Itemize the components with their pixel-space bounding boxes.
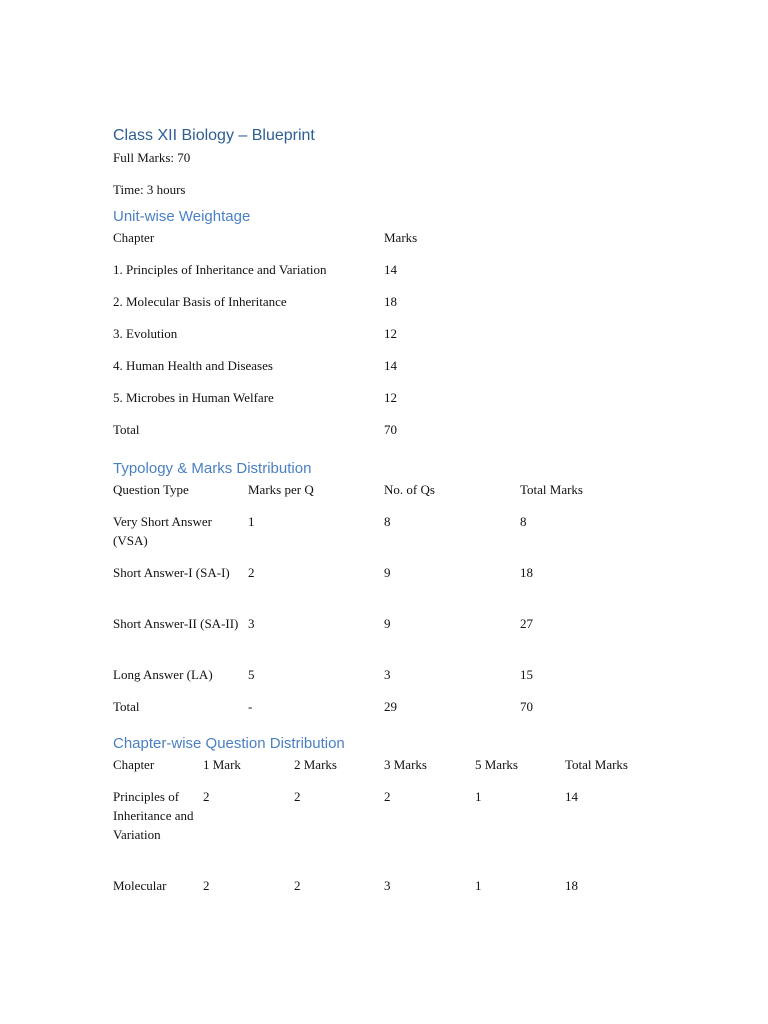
total-marks-cell: 27	[520, 616, 533, 631]
marks-cell: 14	[384, 262, 397, 277]
full-marks-text: Full Marks: 70	[113, 150, 191, 165]
total-marks-cell: 70	[520, 699, 533, 714]
total-marks-cell: 14	[565, 789, 578, 804]
three-marks-cell: 3	[384, 878, 391, 893]
one-mark-cell: 2	[203, 789, 210, 804]
table-row	[113, 388, 673, 420]
three-marks-cell: 2	[384, 789, 391, 804]
question-type-cell: Short Answer-II (SA-II)	[113, 616, 239, 631]
no-of-qs-cell: 9	[384, 565, 391, 580]
chapter-distribution-heading: Chapter-wise Question Distribution	[113, 735, 345, 752]
no-of-qs-cell: 8	[384, 514, 391, 529]
header-no-of-qs: No. of Qs	[384, 482, 435, 497]
marks-cell: 12	[384, 390, 397, 405]
chapter-cell: 1. Principles of Inheritance and Variation	[113, 262, 327, 277]
marks-cell: 18	[384, 294, 397, 309]
table-row	[113, 614, 673, 665]
total-marks-cell: 8	[520, 514, 527, 529]
no-of-qs-cell: 3	[384, 667, 391, 682]
chapter-distribution-table	[113, 755, 673, 908]
marks-cell: 70	[384, 422, 397, 437]
unit-weightage-heading: Unit-wise Weightage	[113, 208, 251, 225]
five-marks-cell: 1	[475, 789, 482, 804]
one-mark-cell: 2	[203, 878, 210, 893]
chapter-cell: Principles of Inheritance and Variation	[113, 789, 194, 842]
header-marks: Marks	[384, 230, 418, 245]
marks-per-q-cell: 2	[248, 565, 255, 580]
chapter-cell: 5. Microbes in Human Welfare	[113, 390, 274, 405]
header-total-marks: Total Marks	[565, 757, 628, 772]
question-type-cell: Total	[113, 699, 140, 714]
table-row	[113, 563, 673, 614]
marks-cell: 14	[384, 358, 397, 373]
table-row	[113, 292, 673, 324]
header-chapter: Chapter	[113, 757, 155, 772]
question-type-cell: Very Short Answer (VSA)	[113, 514, 212, 548]
chapter-cell: Molecular	[113, 878, 167, 893]
document-title: Class XII Biology – Blueprint	[113, 127, 315, 144]
unit-weightage-table	[113, 228, 673, 452]
table-total-row	[113, 697, 673, 729]
question-type-cell: Long Answer (LA)	[113, 667, 213, 682]
table-row	[113, 876, 673, 908]
table-row	[113, 324, 673, 356]
typology-heading: Typology & Marks Distribution	[113, 460, 312, 477]
table-row	[113, 787, 673, 876]
marks-per-q-cell: -	[248, 699, 253, 714]
table-row	[113, 356, 673, 388]
total-marks-cell: 18	[520, 565, 533, 580]
chapter-cell: 2. Molecular Basis of Inheritance	[113, 294, 287, 309]
five-marks-cell: 1	[475, 878, 482, 893]
table-header-row	[113, 480, 673, 512]
table-row	[113, 665, 673, 697]
marks-cell: 12	[384, 326, 397, 341]
header-question-type: Question Type	[113, 482, 189, 497]
no-of-qs-cell: 9	[384, 616, 391, 631]
typology-table	[113, 480, 673, 729]
table-header-row	[113, 755, 673, 787]
two-marks-cell: 2	[294, 878, 301, 893]
table-total-row	[113, 420, 673, 452]
chapter-cell: 3. Evolution	[113, 326, 178, 341]
no-of-qs-cell: 29	[384, 699, 397, 714]
header-total-marks: Total Marks	[520, 482, 583, 497]
marks-per-q-cell: 1	[248, 514, 255, 529]
total-marks-cell: 15	[520, 667, 533, 682]
table-row	[113, 260, 673, 292]
total-marks-cell: 18	[565, 878, 578, 893]
chapter-cell: 4. Human Health and Diseases	[113, 358, 273, 373]
table-header-row	[113, 228, 673, 260]
header-1-mark: 1 Mark	[203, 757, 241, 772]
marks-per-q-cell: 5	[248, 667, 255, 682]
two-marks-cell: 2	[294, 789, 301, 804]
document-page	[113, 124, 673, 908]
table-row	[113, 512, 673, 563]
chapter-cell: Total	[113, 422, 140, 437]
marks-per-q-cell: 3	[248, 616, 255, 631]
header-3-marks: 3 Marks	[384, 757, 427, 772]
header-chapter: Chapter	[113, 230, 155, 245]
header-5-marks: 5 Marks	[475, 757, 518, 772]
time-text: Time: 3 hours	[113, 182, 186, 197]
header-marks-per-q: Marks per Q	[248, 482, 314, 497]
question-type-cell: Short Answer-I (SA-I)	[113, 565, 230, 580]
header-2-marks: 2 Marks	[294, 757, 337, 772]
